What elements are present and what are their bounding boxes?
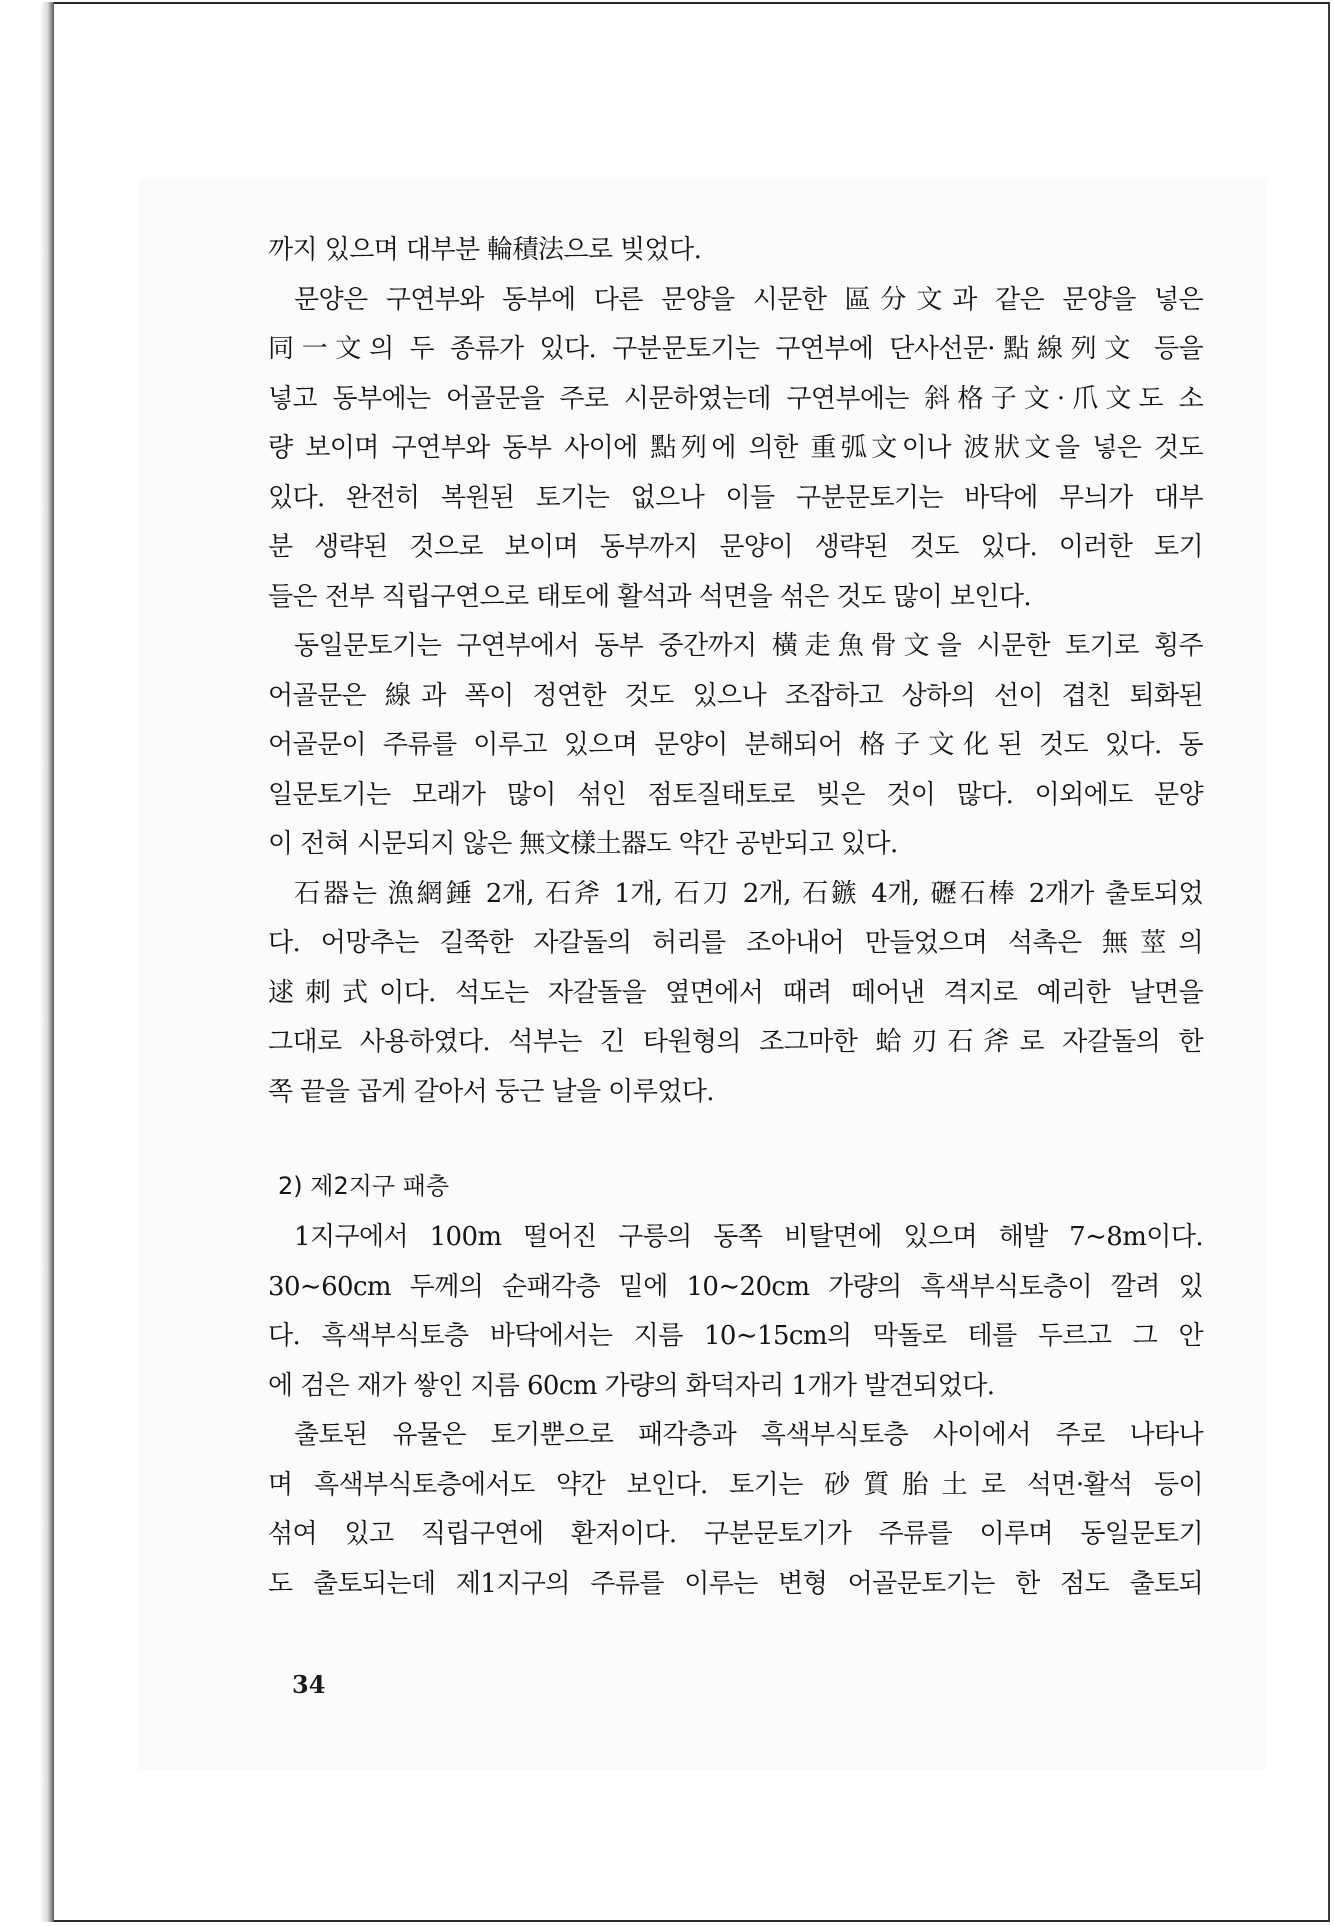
text-line: 어골문은 線과 폭이 정연한 것도 있으나 조잡하고 상하의 선이 겹친 퇴화된 [268, 680, 1203, 711]
body-text [268, 226, 1203, 1609]
section-heading: 2) 제2지구 패층 [278, 1172, 450, 1200]
text-line: 逑刺式이다. 석도는 자갈돌을 옆면에서 때려 떼어낸 격지로 예리한 날면을 [268, 977, 1203, 1008]
text-line: 어골문이 주류를 이루고 있으며 문양이 분해되어 格子文化된 것도 있다. 동 [268, 730, 1203, 760]
section-spacer [268, 1117, 1203, 1159]
text-line: 쪽 끝을 곱게 갈아서 둥근 날을 이루었다. [268, 1076, 714, 1107]
text-line: 1지구에서 100m 떨어진 구릉의 동쪽 비탈면에 있으며 해발 7∼8m이다. [294, 1222, 1203, 1252]
text-line: 同一文의 두 종류가 있다. 구분문토기는 구연부에 단사선문·點線列文 등을 [268, 334, 1203, 364]
text-line: 까지 있으며 대부분 輪積法으로 빚었다. [268, 235, 702, 265]
text-line: 들은 전부 직립구연으로 태토에 활석과 석면을 섞은 것도 많이 보인다. [268, 581, 1032, 612]
text-line: 30∼60cm 두께의 순패각층 밑에 10∼20cm 가량의 흑색부식토층이 깔려 있 [268, 1271, 1203, 1302]
text-line: 며 흑색부식토층에서도 약간 보인다. 토기는 砂質胎土로 석면·활석 등이 [268, 1469, 1203, 1500]
text-line: 일문토기는 모래가 많이 섞인 점토질태토로 빚은 것이 많다. 이외에도 문양 [268, 779, 1203, 810]
text-line: 다. 어망추는 길쭉한 자갈돌의 허리를 조아내어 만들었으며 석촉은 無莖의 [268, 928, 1203, 958]
text-line: 동일문토기는 구연부에서 동부 중간까지 橫走魚骨文을 시문한 토기로 횡주 [294, 631, 1203, 661]
text-line: 문양은 구연부와 동부에 다른 문양을 시문한 區分文과 같은 문양을 넣은 [294, 284, 1203, 315]
text-line: 도 출토되는데 제1지구의 주류를 이루는 변형 어골문토기는 한 점도 출토되 [268, 1568, 1203, 1599]
text-line: 있다. 완전히 복원된 토기는 없으나 이들 구분문토기는 바닥에 무늬가 대부 [268, 482, 1203, 513]
text-line: 石器는 漁網錘 2개, 石斧 1개, 石刀 2개, 石鏃 4개, 礰石棒 2개가 출토되었 [294, 878, 1203, 909]
text-line: 량 보이며 구연부와 동부 사이에 點列에 의한 重弧文이나 波狀文을 넣은 것도 [268, 433, 1203, 463]
text-line: 출토된 유물은 토기뿐으로 패각층과 흑색부식토층 사이에서 주로 나타나 [294, 1420, 1203, 1450]
text-line: 넣고 동부에는 어골문을 주로 시문하였는데 구연부에는 斜格子文·爪文도 소 [268, 383, 1203, 414]
text-line: 에 검은 재가 쌓인 지름 60cm 가량의 화덕자리 1개가 발견되었다. [268, 1370, 995, 1401]
text-line: 이 전혀 시문되지 않은 無文樣土器도 약간 공반되고 있다. [268, 829, 898, 859]
page-number: 34 [292, 1670, 326, 1699]
text-line: 다. 흑색부식토층 바닥에서는 지름 10∼15cm의 막돌로 테를 두르고 그 안 [268, 1321, 1203, 1351]
text-line: 섞여 있고 직립구연에 환저이다. 구분문토기가 주류를 이루며 동일문토기 [268, 1519, 1203, 1549]
text-line: 분 생략된 것으로 보이며 동부까지 문양이 생략된 것도 있다. 이러한 토기 [268, 532, 1203, 562]
text-line: 그대로 사용하였다. 석부는 긴 타원형의 조그마한 蛤刃石斧로 자갈돌의 한 [268, 1027, 1203, 1057]
